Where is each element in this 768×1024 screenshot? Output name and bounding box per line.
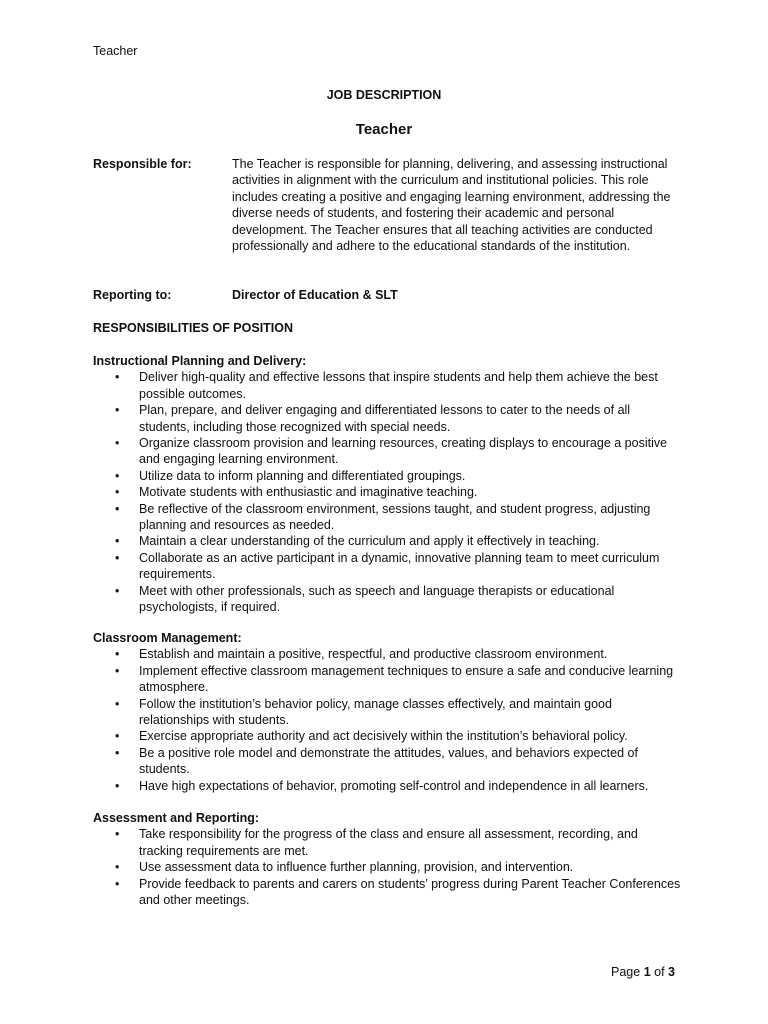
list-item: • Collaborate as an active participant in a dynamic, innovative planning team to meet curriculum requirements. — [115, 550, 660, 582]
list-item: • Motivate students with enthusiastic and imaginative teaching. — [115, 485, 478, 500]
list-item: • Provide feedback to parents and carers on students’ progress during Parent Teacher Conferences and other meetings. — [115, 876, 681, 908]
page-header: Teacher — [93, 44, 138, 58]
list-item: • Utilize data to inform planning and differentiated groupings. — [115, 468, 466, 483]
of-word: of — [654, 965, 665, 979]
bullet-icon: • — [115, 485, 120, 500]
responsible-for-row — [93, 156, 683, 254]
total-pages-number: 3 — [668, 965, 675, 979]
responsible-for-label: Responsible for: — [93, 157, 192, 171]
list-item: • Follow the institution’s behavior policy, manage classes effectively, and maintain good relationships with students. — [115, 696, 612, 728]
list-item: • Use assessment data to influence further planning, provision, and intervention. — [115, 860, 574, 875]
list-item: • Exercise appropriate authority and act decisively within the institution’s behavioral policy. — [115, 729, 628, 744]
list-item: • Meet with other professionals, such as speech and language therapists or educational psychologists, if required. — [115, 583, 615, 615]
list-item: • Take responsibility for the progress of the class and ensure all assessment, recording, and tracking requirements are met. — [115, 827, 638, 858]
list-item: • Be a positive role model and demonstrate the attitudes, values, and behaviors expected of students. — [115, 745, 638, 777]
list-item: • Be reflective of the classroom environment, sessions taught, and student progress, adjusting planning and resources as needed. — [115, 501, 651, 533]
document-type-label: JOB DESCRIPTION — [326, 88, 442, 102]
current-page-number: 1 — [643, 965, 651, 979]
bullet-icon: • — [115, 663, 120, 678]
page-number-footer — [611, 965, 675, 979]
list-item: • Deliver high-quality and effective lessons that inspire students and help them achieve the best possible outcomes. — [115, 370, 658, 401]
bullet-list — [93, 826, 683, 908]
bullet-icon: • — [115, 403, 120, 418]
section-title: Classroom Management: — [93, 631, 242, 645]
bullet-icon: • — [115, 370, 120, 385]
bullet-icon: • — [115, 534, 120, 549]
list-item: • Establish and maintain a positive, respectful, and productive classroom environment. — [115, 647, 608, 662]
list-item: • Maintain a clear understanding of the curriculum and apply it effectively in teaching. — [115, 534, 600, 549]
document-title: Teacher — [355, 121, 413, 138]
section-instructional-planning — [93, 353, 683, 616]
reporting-to-value: Director of Education & SLT — [232, 288, 398, 302]
bullet-icon: • — [115, 436, 120, 451]
page-word: Page — [611, 965, 641, 979]
reporting-to-row — [93, 287, 683, 303]
bullet-icon: • — [115, 696, 120, 711]
bullet-icon: • — [115, 778, 120, 793]
responsible-for-value: The Teacher is responsible for planning, delivering, and assessing instructional activities in alignment with the curriculum and institutional policies. This role includes creating a positive and engaging learning environment, addressing the diverse needs of students, and fostering their academic and personal development. The Teacher ensures that all teaching activities are conducted professionally and adhere to the educational standards of the institution. — [232, 157, 671, 254]
responsibilities-heading: RESPONSIBILITIES OF POSITION — [93, 321, 294, 335]
section-classroom-management — [93, 630, 683, 794]
list-item: • Have high expectations of behavior, promoting self-control and independence in all learners. — [115, 778, 649, 793]
list-item: • Plan, prepare, and deliver engaging and differentiated lessons to cater to the needs of all students, including those recognized with special needs. — [115, 403, 631, 434]
bullet-icon: • — [115, 647, 120, 662]
bullet-icon: • — [115, 583, 120, 598]
bullet-icon: • — [115, 729, 120, 744]
reporting-to-label: Reporting to: — [93, 288, 172, 302]
bullet-icon: • — [115, 501, 120, 516]
list-item: • Organize classroom provision and learning resources, creating displays to encourage a positive and engaging learning environment. — [115, 436, 668, 467]
section-title: Instructional Planning and Delivery: — [93, 354, 307, 368]
bullet-icon: • — [115, 827, 120, 842]
bullet-icon: • — [115, 745, 120, 760]
bullet-icon: • — [115, 550, 120, 565]
bullet-list — [93, 646, 683, 794]
bullet-icon: • — [115, 860, 120, 875]
section-assessment-reporting — [93, 810, 683, 908]
bullet-icon: • — [115, 468, 120, 483]
bullet-list — [93, 369, 683, 615]
list-item: • Implement effective classroom management techniques to ensure a safe and conducive learning atmosphere. — [115, 663, 674, 695]
bullet-icon: • — [115, 876, 120, 891]
section-title: Assessment and Reporting: — [93, 811, 260, 825]
